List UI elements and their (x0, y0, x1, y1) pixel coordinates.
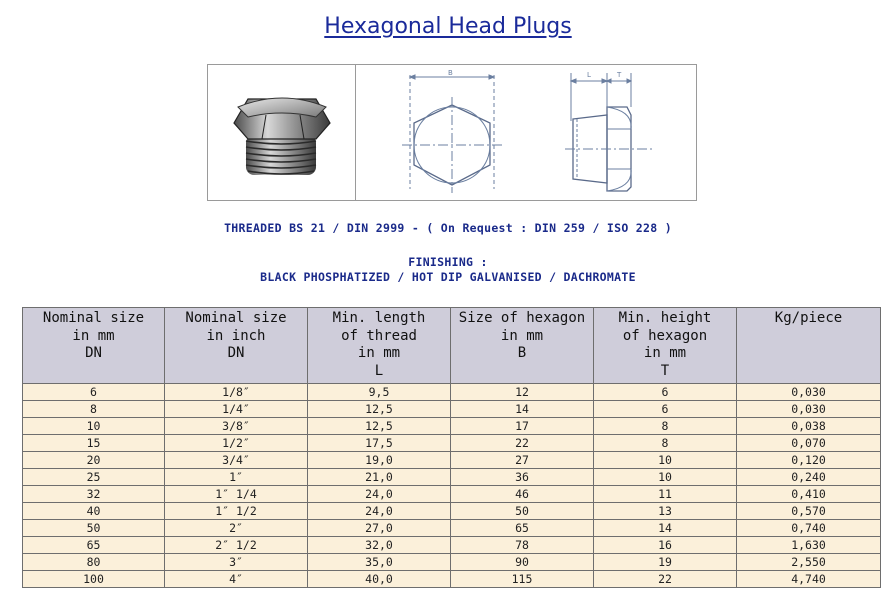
header-line: DN (227, 345, 245, 361)
header-line: Kg/piece (774, 310, 843, 326)
table-cell: 90 (451, 554, 594, 571)
dimension-t-label: T (617, 71, 622, 79)
table-cell: 65 (451, 520, 594, 537)
table-cell: 13 (594, 503, 737, 520)
header-line: in mm (643, 345, 687, 361)
table-cell: 0,240 (737, 469, 881, 486)
table-row (23, 435, 881, 452)
table-row (23, 486, 881, 503)
table-cell: 3/4″ (165, 452, 308, 469)
table-cell: 78 (451, 537, 594, 554)
table-cell: 3″ (165, 554, 308, 571)
finishing-values: BLACK PHOSPHATIZED / HOT DIP GALVANISED / DACHROMATE (260, 270, 636, 284)
plug-threads (246, 135, 316, 175)
table-cell: 6 (594, 401, 737, 418)
table-cell: 80 (23, 554, 165, 571)
table-cell: 27 (451, 452, 594, 469)
table-cell: 32 (23, 486, 165, 503)
table-cell: 14 (594, 520, 737, 537)
table-cell: 0,740 (737, 520, 881, 537)
table-cell: 6 (594, 384, 737, 401)
table-cell: 10 (594, 452, 737, 469)
table-cell: 21,0 (308, 469, 451, 486)
specifications-table (22, 307, 881, 588)
dimension-l-label: L (587, 71, 591, 79)
header-line: of hexagon (622, 327, 708, 344)
table-cell: 15 (23, 435, 165, 452)
table-cell: 2,550 (737, 554, 881, 571)
table-cell: 65 (23, 537, 165, 554)
table-cell: 8 (594, 418, 737, 435)
table-cell: 0,030 (737, 401, 881, 418)
table-cell: 19 (594, 554, 737, 571)
table-cell: 10 (23, 418, 165, 435)
table-cell: 1,630 (737, 537, 881, 554)
page-title-wrap (0, 14, 896, 39)
table-cell: 9,5 (308, 384, 451, 401)
table-row (23, 469, 881, 486)
table-cell: 10 (594, 469, 737, 486)
table-cell: 2″ (165, 520, 308, 537)
table-cell: 1″ (165, 469, 308, 486)
header-line: Nominal size (42, 310, 145, 326)
header-line: DN (85, 345, 102, 361)
table-cell: 32,0 (308, 537, 451, 554)
header-line: T (660, 362, 670, 379)
table-cell: 17 (451, 418, 594, 435)
table-header-row (23, 308, 881, 384)
header-line: Min. length (332, 310, 426, 326)
table-cell: 11 (594, 486, 737, 503)
table-body (23, 384, 881, 588)
table-cell: 1/4″ (165, 401, 308, 418)
table-cell: 12,5 (308, 401, 451, 418)
table-cell: 12 (451, 384, 594, 401)
header-line: Nominal size (185, 310, 287, 326)
table-cell: 1″ 1/4 (165, 486, 308, 503)
table-row (23, 384, 881, 401)
table-cell: 2″ 1/2 (165, 537, 308, 554)
hexagon-height-header (594, 308, 737, 384)
table-row (23, 503, 881, 520)
table-cell: 1/2″ (165, 435, 308, 452)
table-cell: 115 (451, 571, 594, 588)
table-cell: 36 (451, 469, 594, 486)
table-cell: 12,5 (308, 418, 451, 435)
table-cell: 16 (594, 537, 737, 554)
nominal-size-mm-header (23, 308, 165, 384)
table-cell: 50 (23, 520, 165, 537)
table-cell: 8 (23, 401, 165, 418)
threaded-standards: THREADED BS 21 / DIN 2999 - ( On Request : DIN 259 / ISO 228 ) (224, 221, 672, 235)
dimension-b-label: B (448, 69, 453, 77)
table-cell: 50 (451, 503, 594, 520)
table-cell: 40 (23, 503, 165, 520)
table-cell: 22 (451, 435, 594, 452)
table-cell: 40,0 (308, 571, 451, 588)
header-line: L (374, 362, 384, 379)
table-cell: 0,570 (737, 503, 881, 520)
plug-photo (226, 83, 338, 183)
hexagon-size-header (451, 308, 594, 384)
table-cell: 46 (451, 486, 594, 503)
table-cell: 4″ (165, 571, 308, 588)
figure-divider (355, 65, 356, 200)
header-line: in inch (206, 327, 266, 344)
table-cell: 6 (23, 384, 165, 401)
table-cell: 25 (23, 469, 165, 486)
header-line: of thread (341, 327, 417, 344)
table-row (23, 520, 881, 537)
nominal-size-inch-header (165, 308, 308, 384)
table-cell: 17,5 (308, 435, 451, 452)
finishing-label: FINISHING : (408, 255, 488, 269)
header-line: in mm (72, 327, 115, 344)
thread-length-header (308, 308, 451, 384)
product-figure (207, 64, 697, 201)
table-cell: 1″ 1/2 (165, 503, 308, 520)
table-row (23, 418, 881, 435)
header-line: Min. height (618, 310, 712, 326)
table-row (23, 401, 881, 418)
hexagon-front-view (398, 67, 508, 197)
table-cell: 0,120 (737, 452, 881, 469)
weight-header (737, 308, 881, 384)
table-row (23, 537, 881, 554)
table-cell: 4,740 (737, 571, 881, 588)
table-cell: 0,070 (737, 435, 881, 452)
table-cell: 19,0 (308, 452, 451, 469)
table-row (23, 554, 881, 571)
table-cell: 0,410 (737, 486, 881, 503)
table-cell: 0,030 (737, 384, 881, 401)
plug-side-view (563, 67, 693, 197)
table-row (23, 452, 881, 469)
table-row (23, 571, 881, 588)
page-title: Hexagonal Head Plugs (324, 14, 572, 39)
table-cell: 27,0 (308, 520, 451, 537)
table-cell: 3/8″ (165, 418, 308, 435)
table-cell: 1/8″ (165, 384, 308, 401)
table-cell: 35,0 (308, 554, 451, 571)
table-cell: 20 (23, 452, 165, 469)
header-line: Size of hexagon (458, 310, 586, 326)
plug-hex-head (234, 98, 330, 139)
table-cell: 14 (451, 401, 594, 418)
header-line: B (517, 345, 527, 361)
table-cell: 24,0 (308, 503, 451, 520)
table-cell: 8 (594, 435, 737, 452)
table-cell: 100 (23, 571, 165, 588)
table-cell: 22 (594, 571, 737, 588)
header-line: in mm (357, 345, 401, 361)
table-cell: 0,038 (737, 418, 881, 435)
header-line: in mm (500, 327, 544, 344)
table-cell: 24,0 (308, 486, 451, 503)
